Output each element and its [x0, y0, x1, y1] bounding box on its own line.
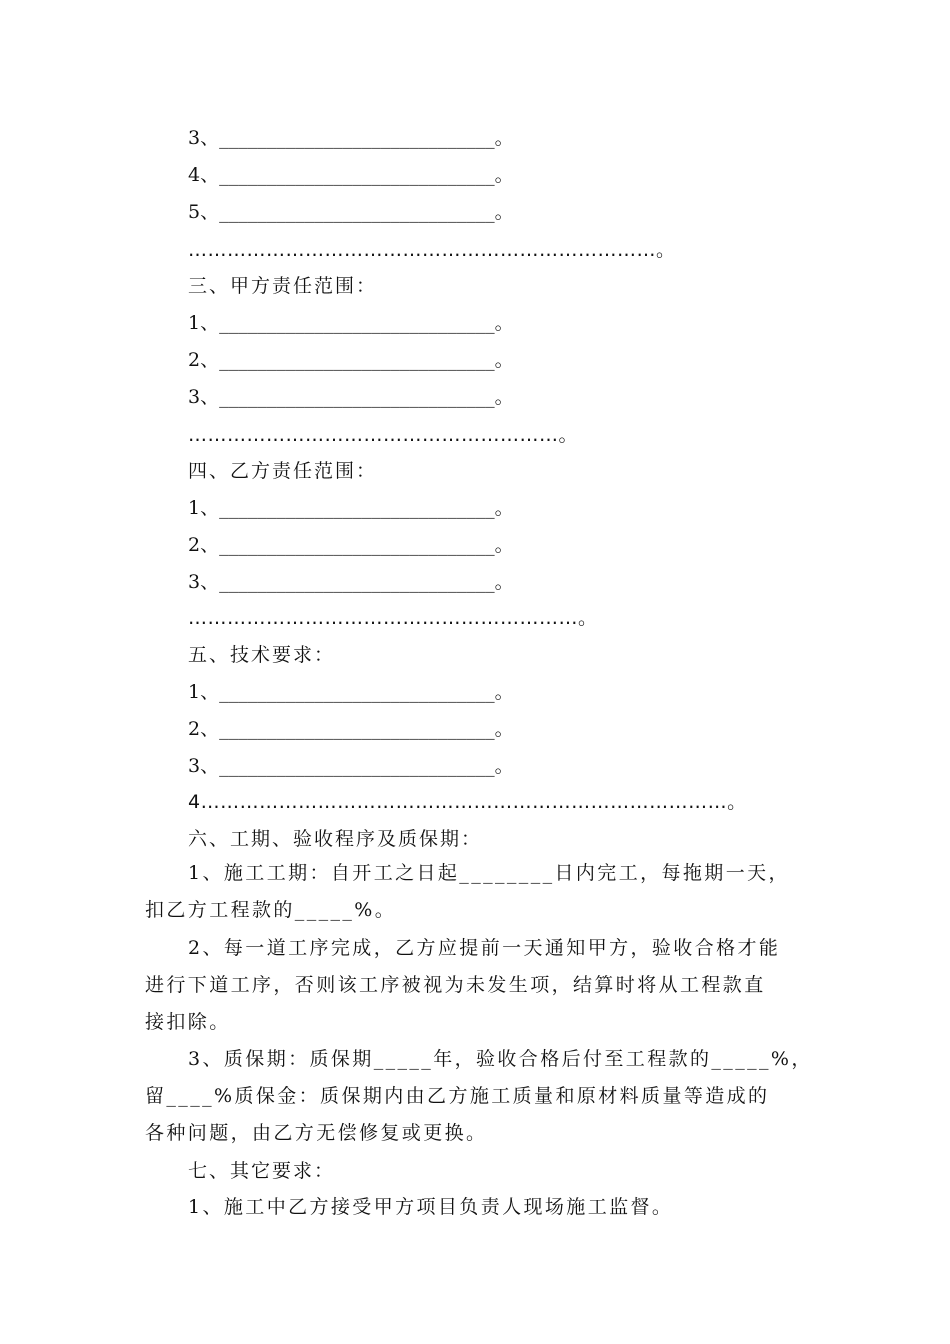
sec3-item-3: 3、_____________________________。 [188, 386, 514, 408]
sec4-ellipsis: ……………………………………………………。 [188, 607, 598, 629]
sec4-item-3: 3、_____________________________。 [188, 571, 514, 593]
sec2-item-5: 5、_____________________________。 [188, 201, 514, 223]
sec6-p1-line2: 扣乙方工程款的_____%。 [145, 899, 397, 921]
sec4-item-1: 1、_____________________________。 [188, 497, 514, 519]
sec3-item-2: 2、_____________________________。 [188, 349, 514, 371]
sec2-item-3: 3、_____________________________。 [188, 127, 514, 149]
sec5-heading: 五、技术要求： [188, 644, 336, 666]
sec6-p2-line3: 接扣除。 [145, 1011, 231, 1033]
sec6-p3-line3: 各种问题，由乙方无偿修复或更换。 [145, 1122, 488, 1144]
sec3-item-1: 1、_____________________________。 [188, 312, 514, 334]
sec6-p1-line1: 1、施工工期：自开工之日起________日内完工，每拖期一天， [188, 862, 790, 884]
sec5-ellipsis: 4………………………………………………………………………。 [188, 791, 747, 813]
sec2-item-4: 4、_____________________________。 [188, 164, 514, 186]
sec7-p1: 1、施工中乙方接受甲方项目负责人现场施工监督。 [188, 1196, 674, 1218]
sec3-heading: 三、甲方责任范围： [188, 275, 378, 297]
sec5-item-2: 2、_____________________________。 [188, 718, 514, 740]
sec7-heading: 七、其它要求： [188, 1160, 336, 1182]
sec6-p3-line2: 留____%质保金：质保期内由乙方施工质量和原材料质量等造成的 [145, 1085, 770, 1107]
sec3-ellipsis: …………………………………………………。 [188, 424, 579, 446]
sec4-heading: 四、乙方责任范围： [188, 460, 378, 482]
sec6-p2-line1: 2、每一道工序完成，乙方应提前一天通知甲方，验收合格才能 [188, 937, 781, 959]
sec2-ellipsis: ………………………………………………………………。 [188, 239, 676, 261]
sec6-p3-line1: 3、质保期：质保期_____年，验收合格后付至工程款的_____%， [188, 1048, 813, 1070]
sec4-item-2: 2、_____________________________。 [188, 534, 514, 556]
sec5-item-3: 3、_____________________________。 [188, 755, 514, 777]
sec5-item-1: 1、_____________________________。 [188, 681, 514, 703]
sec6-p2-line2: 进行下道工序，否则该工序被视为未发生项，结算时将从工程款直 [145, 974, 766, 996]
sec6-heading: 六、工期、验收程序及质保期： [188, 828, 483, 850]
